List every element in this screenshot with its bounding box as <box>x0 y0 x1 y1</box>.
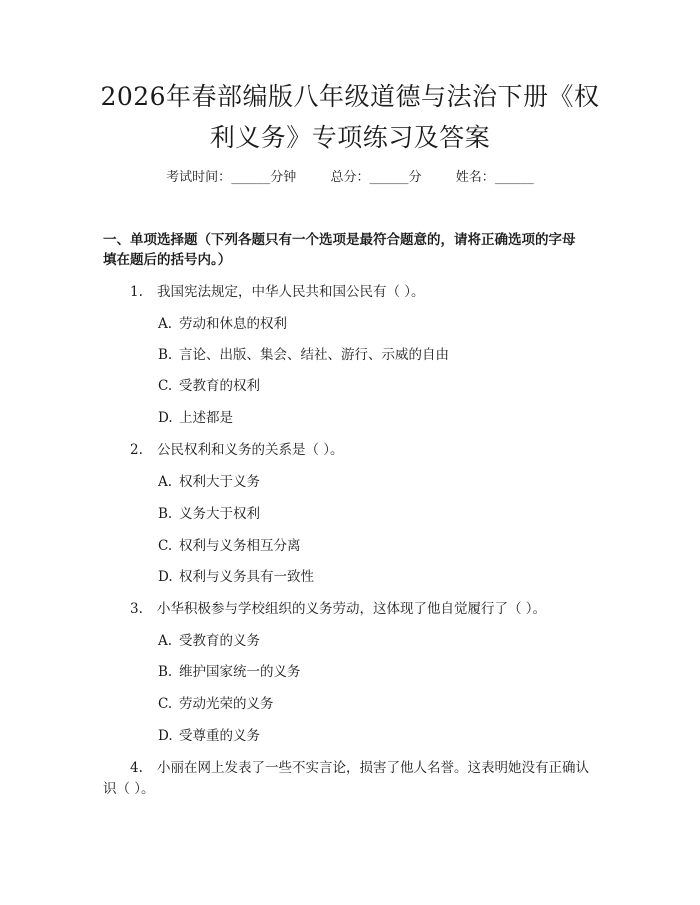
name-label: 姓名： <box>455 170 495 185</box>
option-letter: C. <box>158 538 173 554</box>
option-letter: B. <box>158 664 173 680</box>
title-line-2: 利义务》专项练习及答案 <box>209 123 491 152</box>
option-letter: D. <box>158 569 173 585</box>
section-heading-line-1: 一、单项选择题（下列各题只有一个选项是最符合题意的，请将正确选项的字母 <box>103 232 576 248</box>
option-text: 义务大于权利 <box>179 506 260 522</box>
title-line-1: 2026年春部编版八年级道德与法治下册《权 <box>100 82 600 111</box>
exam-time-blank: ______ <box>231 170 271 185</box>
option-text: 受尊重的义务 <box>179 728 260 744</box>
question-number: 4. <box>130 760 143 776</box>
name-field <box>456 168 534 188</box>
option-text: 权利与义务相互分离 <box>179 538 301 554</box>
option-letter: A. <box>158 633 173 649</box>
option-letter: C. <box>158 378 173 394</box>
option-letter: B. <box>158 347 173 363</box>
option-letter: A. <box>158 474 173 490</box>
question-number: 2. <box>130 442 143 458</box>
question-text: 公民权利和义务的关系是（ ）。 <box>157 442 344 458</box>
option-text: 上述都是 <box>179 410 233 426</box>
section-heading <box>103 230 603 270</box>
exam-info-row <box>0 168 700 188</box>
total-score-blank: ______ <box>369 170 409 185</box>
option-text: 维护国家统一的义务 <box>179 664 301 680</box>
exam-time-unit: 分钟 <box>270 170 297 185</box>
question-text: 我国宪法规定，中华人民共和国公民有（ ）。 <box>157 284 425 300</box>
option-letter: C. <box>158 696 173 712</box>
question-number: 1. <box>130 284 143 300</box>
option-letter: B. <box>158 506 173 522</box>
option-text: 权利与义务具有一致性 <box>179 569 314 585</box>
option-text: 劳动和休息的权利 <box>179 316 287 332</box>
option-letter: D. <box>158 728 173 744</box>
option-text: 权利大于义务 <box>179 474 260 490</box>
question-text-line-1: 小丽在网上发表了一些不实言论，损害了他人名誉。这表明她没有正确认 <box>157 760 589 776</box>
option-letter: A. <box>158 316 173 332</box>
exam-time-field <box>166 168 296 188</box>
option-text: 受教育的权利 <box>179 378 260 394</box>
section-heading-line-2: 填在题后的括号内。） <box>103 252 232 268</box>
total-score-unit: 分 <box>408 170 422 185</box>
total-score-field <box>330 168 421 188</box>
exam-time-label: 考试时间： <box>166 170 232 185</box>
question-4-continuation <box>103 779 155 799</box>
total-score-label: 总分： <box>330 170 370 185</box>
question-number: 3. <box>130 601 143 617</box>
option-text: 言论、出版、集会、结社、游行、示威的自由 <box>179 347 449 363</box>
name-blank: ______ <box>494 170 534 185</box>
document-title <box>80 76 620 158</box>
question-text: 小华积极参与学校组织的义务劳动，这体现了他自觉履行了（ ）。 <box>157 601 547 617</box>
option-text: 劳动光荣的义务 <box>179 696 274 712</box>
option-letter: D. <box>158 410 173 426</box>
option-text: 受教育的义务 <box>179 633 260 649</box>
question-text-line-2: 识（ ）。 <box>103 781 155 797</box>
